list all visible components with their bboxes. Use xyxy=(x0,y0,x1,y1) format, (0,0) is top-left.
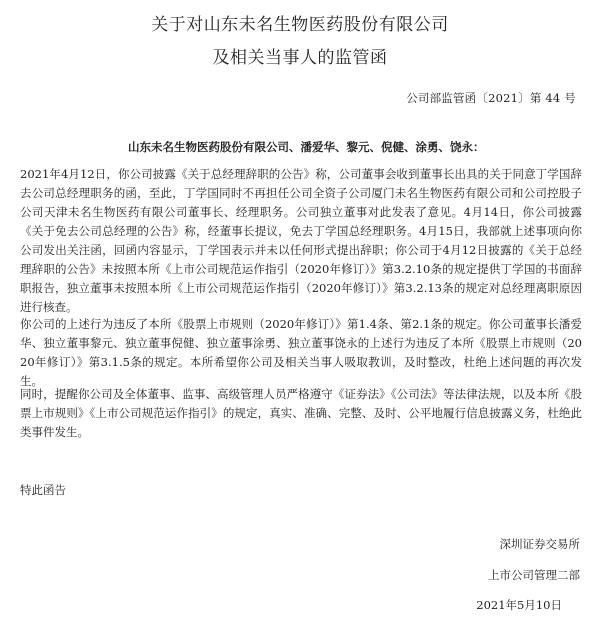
paragraph-1: 2021年4月12日，你公司披露《关于总经理辞职的公告》称，公司董事会收到董事长出具的关于同意丁学国辞去公司总经理职务的函，至此，丁学国同时不再担任公司全资子公司厦门未名生物医药有限公司和公司控股子公司天津未名生物医药有限公司董事长、经理职务。公司独立董事对此发表了意见。4月14日，你公司披露《关于免去公司总经理的公告》称，经董事长提议，免去丁学国总经理职务。4月15日，我部就上述事项向你公司发出关注函，回函内容显示，丁学国表示并未以任何形式提出辞职；你公司于4月12日披露的《关于总经理辞职的公告》未按照本所《上市公司规范运作指引（2020年修订）》第3.2.10条的规定提供丁学国的书面辞职报告，独立董事未按照本所《上市公司规范运作指引（2020年修订）》第3.2.13条的规定对总经理离职原因进行核查。 xyxy=(20,167,582,314)
document-number: 公司部监管函〔2021〕第 44 号 xyxy=(406,91,576,105)
addressee: 山东未名生物医药股份有限公司、潘爱华、黎元、倪健、涂勇、饶永： xyxy=(128,140,485,154)
paragraph-2: 你公司的上述行为违反了本所《股票上市规则（2020年修订）》第1.4条、第2.1条的规定。你公司董事长潘爱华、独立董事黎元、独立董事倪健、独立董事涂勇、独立董事饶永的上述行为违反了本所《股票上市规则（2020年修订）》第3.1.5条的规定。本所希望你公司及相关当事人吸取教训，及时整改，杜绝上述问题的再次发生。 xyxy=(20,317,582,388)
title-line-1: 关于对山东未名生物医药股份有限公司 xyxy=(151,15,449,35)
title-line-2: 及相关当事人的监管函 xyxy=(212,48,388,68)
paragraph-3: 同时，提醒你公司及全体董事、监事、高级管理人员严格遵守《证券法》《公司法》等法律法规，以及本所《股票上市规则》《上市公司规范运作指引》的规定，真实、准确、完整、及时、公平地履行信息披露义务，杜绝此类事件发生。 xyxy=(20,387,582,439)
signature-org: 深圳证券交易所 xyxy=(499,537,580,551)
signature-date: 2021年5月10日 xyxy=(476,598,562,612)
signature-dept: 上市公司管理二部 xyxy=(488,568,580,582)
closing-remark: 特此函告 xyxy=(20,483,66,497)
